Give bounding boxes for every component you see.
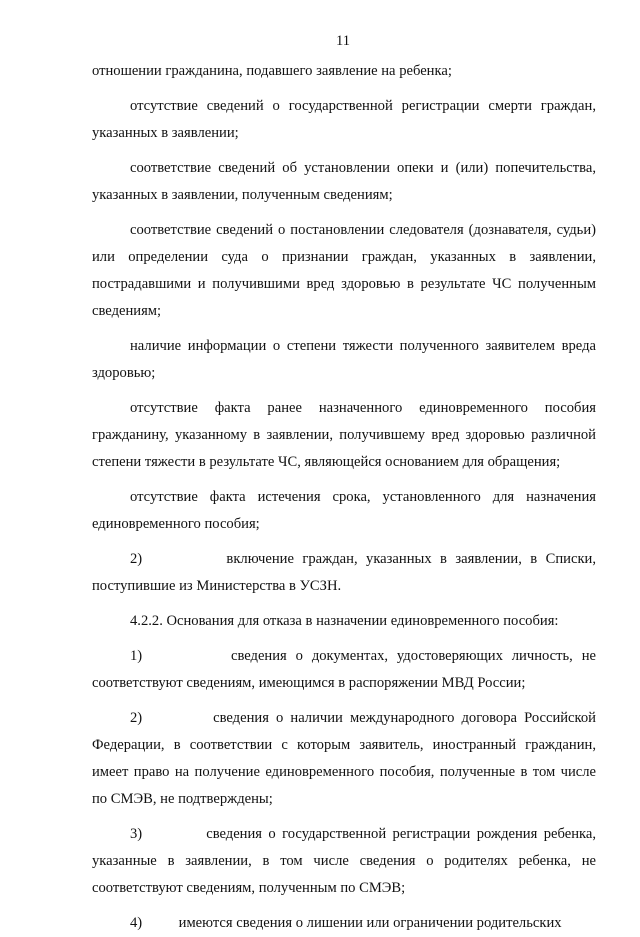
paragraph: отсутствие факта истечения срока, установленного для назначения единовременного пособия;: [92, 489, 596, 532]
paragraph: наличие информации о степени тяжести полученного заявителем вреда здоровью;: [92, 338, 596, 381]
list-item-paragraph: 1) сведения о документах, удостоверяющих личность, не соответствуют сведениям, имеющимся в распоряжении МВД России;: [92, 648, 596, 691]
paragraph: соответствие сведений о постановлении следователя (дознавателя, судьи) или определении суда о признании граждан, указанных в заявлении, пострадавшими и получившими вред здоровью в результате ЧС полученным сведениям;: [92, 222, 596, 319]
list-item-paragraph: 3) сведения о государственной регистрации рождения ребенка, указанные в заявлении, в том числе сведения о родителях ребенка, не соответствуют сведениям, полученным по СМЭВ;: [92, 826, 596, 896]
paragraph: отсутствие сведений о государственной регистрации смерти граждан, указанных в заявлении;: [92, 98, 596, 141]
paragraph: отсутствие факта ранее назначенного единовременного пособия гражданину, указанному в заявлении, получившему вред здоровью различной степени тяжести в результате ЧС, являющейся основанием для обращения;: [92, 400, 596, 470]
list-item-paragraph: 2) сведения о наличии международного договора Российской Федерации, в соответствии с которым заявитель, иностранный гражданин, имеет право на получение единовременного пособия, полученные в том числе по СМЭВ, не подтверждены;: [92, 710, 596, 807]
section-heading-paragraph: 4.2.2. Основания для отказа в назначении единовременного пособия:: [130, 613, 559, 629]
list-item-paragraph: 2) включение граждан, указанных в заявлении, в Списки, поступившие из Министерства в УСЗН.: [92, 551, 596, 594]
document-body: [92, 58, 596, 937]
paragraph: отношении гражданина, подавшего заявление на ребенка;: [92, 63, 452, 79]
paragraph: соответствие сведений об установлении опеки и (или) попечительства, указанных в заявлении, полученным сведениям;: [92, 160, 596, 203]
page-number: 11: [336, 33, 350, 49]
list-item-paragraph: 4) имеются сведения о лишении или ограничении родительских: [130, 915, 562, 931]
